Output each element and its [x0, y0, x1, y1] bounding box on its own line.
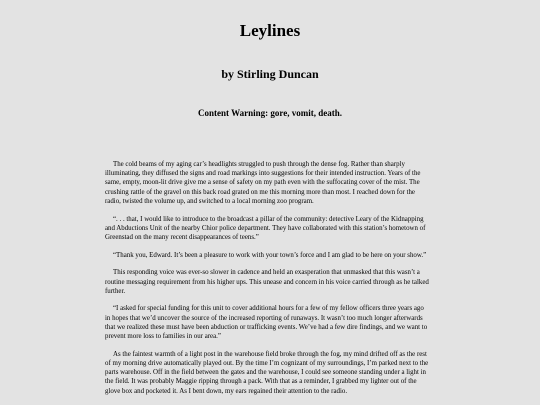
paragraph: This responding voice was ever-so slower in cadence and held an exasperation that unmasked that this wasn’t a routine messaging requirement from his higher ups. This unease and concern in his voice carried through as he talked further. [105, 269, 429, 295]
paragraph: As the faintest warmth of a light post in the warehouse field broke through the fog, my mind drifted off as the rest of my morning drive automatically played out. By the time I’m cognizant of my surroundings, I’m parked next to the parts warehouse. Off in the field between the gates and the warehouse, I could see someone standing under a light in the field. It was probably Maggie ripping through a pack. With that as a reminder, I grabbed my lighter out of the glove box and pocketed it. As I bent down, my ears regained their attention to the radio. [105, 350, 429, 395]
content-warning: Content Warning: gore, vomit, death. [198, 108, 342, 118]
paragraph: “. . . that, I would like to introduce to the broadcast a pillar of the community: detective Leary of the Kidnapping and Abductions Unit of the nearby Chior police department. They have collaborated with this station’s hometown of Greenstad on the many recent disappearances of teens.” [105, 215, 426, 241]
author-byline: by Stirling Duncan [221, 67, 319, 81]
paragraph: “Thank you, Edward. It’s been a pleasure to work with your town’s force and I am glad to be here on your show.” [113, 251, 427, 259]
paragraph: The cold beams of my aging car’s headlights struggled to push through the dense fog. Rather than sharply illuminating, they diffused the signs and road markings into suggestions for their intended instruction. Years of the same, empty, moon-lit drive give me a sense of safety on my path even with the suffocating cover of the mist. The crushing rattle of the gravel on this back road grated on me this morning more than most. I reached down for the radio, twisted the volume up, and switched to a local morning zoo program. [105, 161, 421, 205]
document-title: Leylines [239, 21, 301, 40]
paragraph: “I asked for special funding for this unit to cover additional hours for a few of my fellow officers three years ago in hopes that we’d uncover the source of the increased reporting of runaways. It wasn’t too much longer afterwards that we realized these must have been abduction or trafficking events. We’ve had a few dire findings, and we want to prevent more loss to families in our area.” [105, 305, 428, 341]
story-body [105, 160, 430, 404]
